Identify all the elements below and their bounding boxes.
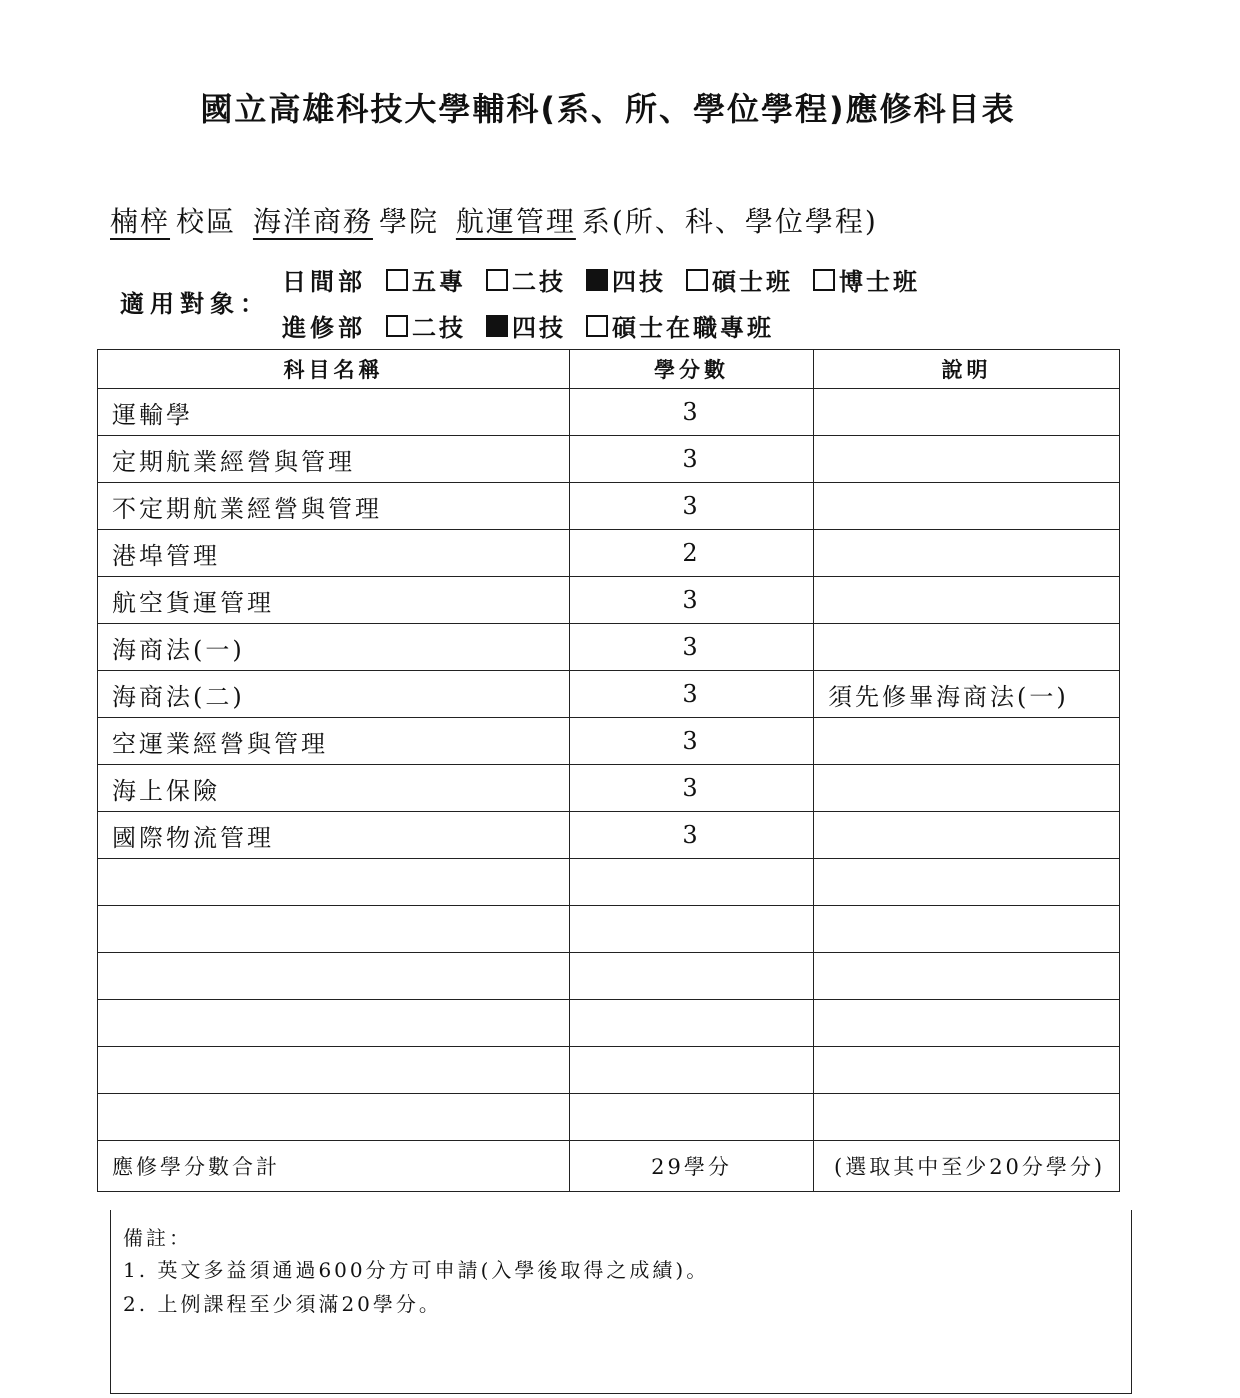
department-field: 航運管理 — [455, 205, 576, 238]
table-row — [98, 483, 1120, 530]
campus-field: 楠梓 — [110, 205, 171, 238]
table-header-row — [98, 350, 1120, 389]
checkbox-unchecked[interactable] — [386, 269, 408, 291]
course-name-cell: 海商法(二) — [98, 671, 570, 718]
credits-cell — [570, 1000, 814, 1047]
remark-item: 2. 上例課程至少須滿20學分。 — [123, 1292, 442, 1316]
checkbox-unchecked[interactable] — [486, 269, 508, 291]
description-cell — [814, 436, 1120, 483]
table-row — [98, 530, 1120, 577]
description-cell: 須先修畢海商法(一) — [814, 671, 1120, 718]
checkbox-unchecked[interactable] — [586, 315, 608, 337]
unit-line — [104, 200, 878, 240]
table-row — [98, 812, 1120, 859]
checkbox-option[interactable] — [486, 262, 566, 297]
description-cell — [814, 483, 1120, 530]
course-name-cell — [98, 1047, 570, 1094]
course-name-cell: 定期航業經營與管理 — [98, 436, 570, 483]
checkbox-option[interactable] — [386, 308, 466, 343]
description-cell — [814, 812, 1120, 859]
description-cell — [814, 718, 1120, 765]
remarks-box — [110, 1210, 1132, 1394]
credits-cell: 2 — [570, 530, 814, 577]
course-name-cell: 海上保險 — [98, 765, 570, 812]
table-row — [98, 1047, 1120, 1094]
checkbox-label: 二技 — [412, 314, 466, 342]
credits-cell: 3 — [570, 765, 814, 812]
credits-cell — [570, 953, 814, 1000]
table-row — [98, 577, 1120, 624]
credits-cell: 3 — [570, 671, 814, 718]
checkbox-unchecked[interactable] — [813, 269, 835, 291]
day-division-label: 日間部 — [282, 268, 366, 296]
evening-division-row — [282, 308, 794, 343]
description-cell — [814, 906, 1120, 953]
course-name-cell: 運輸學 — [98, 389, 570, 436]
college-field: 海洋商務 — [252, 205, 373, 238]
description-cell — [814, 953, 1120, 1000]
day-division-row — [282, 262, 940, 297]
checkbox-label: 五專 — [412, 268, 466, 296]
credits-cell: 3 — [570, 624, 814, 671]
table-row — [98, 389, 1120, 436]
day-division-options — [386, 262, 940, 297]
applicable-label: 適用對象： — [120, 290, 270, 318]
table-row — [98, 859, 1120, 906]
checkbox-option[interactable] — [386, 262, 466, 297]
checkbox-option[interactable] — [586, 308, 774, 343]
credits-cell — [570, 1047, 814, 1094]
description-cell — [814, 577, 1120, 624]
credits-cell — [570, 906, 814, 953]
evening-division-label: 進修部 — [282, 314, 366, 342]
table-row — [98, 765, 1120, 812]
table-row — [98, 953, 1120, 1000]
course-name-cell: 空運業經營與管理 — [98, 718, 570, 765]
table-row — [98, 718, 1120, 765]
college-label: 學院 — [378, 205, 439, 238]
checkbox-unchecked[interactable] — [386, 315, 408, 337]
table-row — [98, 1094, 1120, 1141]
description-cell — [814, 1000, 1120, 1047]
checkbox-checked[interactable] — [486, 315, 508, 337]
total-note: (選取其中至少20分學分) — [814, 1141, 1120, 1192]
checkbox-option[interactable] — [686, 262, 793, 297]
checkbox-label: 博士班 — [839, 268, 920, 296]
course-name-cell: 不定期航業經營與管理 — [98, 483, 570, 530]
checkbox-label: 四技 — [512, 314, 566, 342]
credits-cell: 3 — [570, 436, 814, 483]
course-name-cell: 國際物流管理 — [98, 812, 570, 859]
checkbox-option[interactable] — [813, 262, 920, 297]
description-cell — [814, 530, 1120, 577]
checkbox-label: 二技 — [512, 268, 566, 296]
table-row — [98, 436, 1120, 483]
header-description: 說明 — [814, 350, 1120, 389]
course-name-cell: 港埠管理 — [98, 530, 570, 577]
campus-label: 校區 — [176, 205, 237, 238]
course-name-cell — [98, 953, 570, 1000]
header-credits: 學分數 — [570, 350, 814, 389]
page-title: 國立高雄科技大學輔科(系、所、學位學程)應修科目表 — [200, 90, 1016, 128]
table-row — [98, 624, 1120, 671]
checkbox-option[interactable] — [486, 308, 566, 343]
total-label: 應修學分數合計 — [98, 1141, 570, 1192]
checkbox-label: 碩士在職專班 — [612, 314, 774, 342]
credits-cell — [570, 1094, 814, 1141]
description-cell — [814, 1094, 1120, 1141]
course-name-cell: 航空貨運管理 — [98, 577, 570, 624]
total-row — [98, 1141, 1120, 1192]
course-name-cell: 海商法(一) — [98, 624, 570, 671]
department-label: 系(所、科、學位學程) — [581, 205, 878, 238]
credits-cell: 3 — [570, 718, 814, 765]
checkbox-unchecked[interactable] — [686, 269, 708, 291]
credits-cell: 3 — [570, 812, 814, 859]
evening-division-options — [386, 308, 794, 343]
description-cell — [814, 1047, 1120, 1094]
course-name-cell — [98, 1000, 570, 1047]
remarks-heading: 備註： — [123, 1226, 192, 1250]
header-course-name: 科目名稱 — [98, 350, 570, 389]
course-name-cell — [98, 1094, 570, 1141]
table-row — [98, 1000, 1120, 1047]
course-table — [97, 349, 1120, 1192]
description-cell — [814, 859, 1120, 906]
checkbox-label: 四技 — [612, 268, 666, 296]
remark-item: 1. 英文多益須通過600分方可申請(入學後取得之成績)。 — [123, 1258, 710, 1282]
credits-cell — [570, 859, 814, 906]
credits-cell: 3 — [570, 389, 814, 436]
description-cell — [814, 624, 1120, 671]
description-cell — [814, 765, 1120, 812]
table-row — [98, 671, 1120, 718]
description-cell — [814, 389, 1120, 436]
checkbox-checked[interactable] — [586, 269, 608, 291]
checkbox-label: 碩士班 — [712, 268, 793, 296]
checkbox-option[interactable] — [586, 262, 666, 297]
total-credits: 29學分 — [570, 1141, 814, 1192]
credits-cell: 3 — [570, 577, 814, 624]
table-row — [98, 906, 1120, 953]
course-name-cell — [98, 859, 570, 906]
course-name-cell — [98, 906, 570, 953]
credits-cell: 3 — [570, 483, 814, 530]
